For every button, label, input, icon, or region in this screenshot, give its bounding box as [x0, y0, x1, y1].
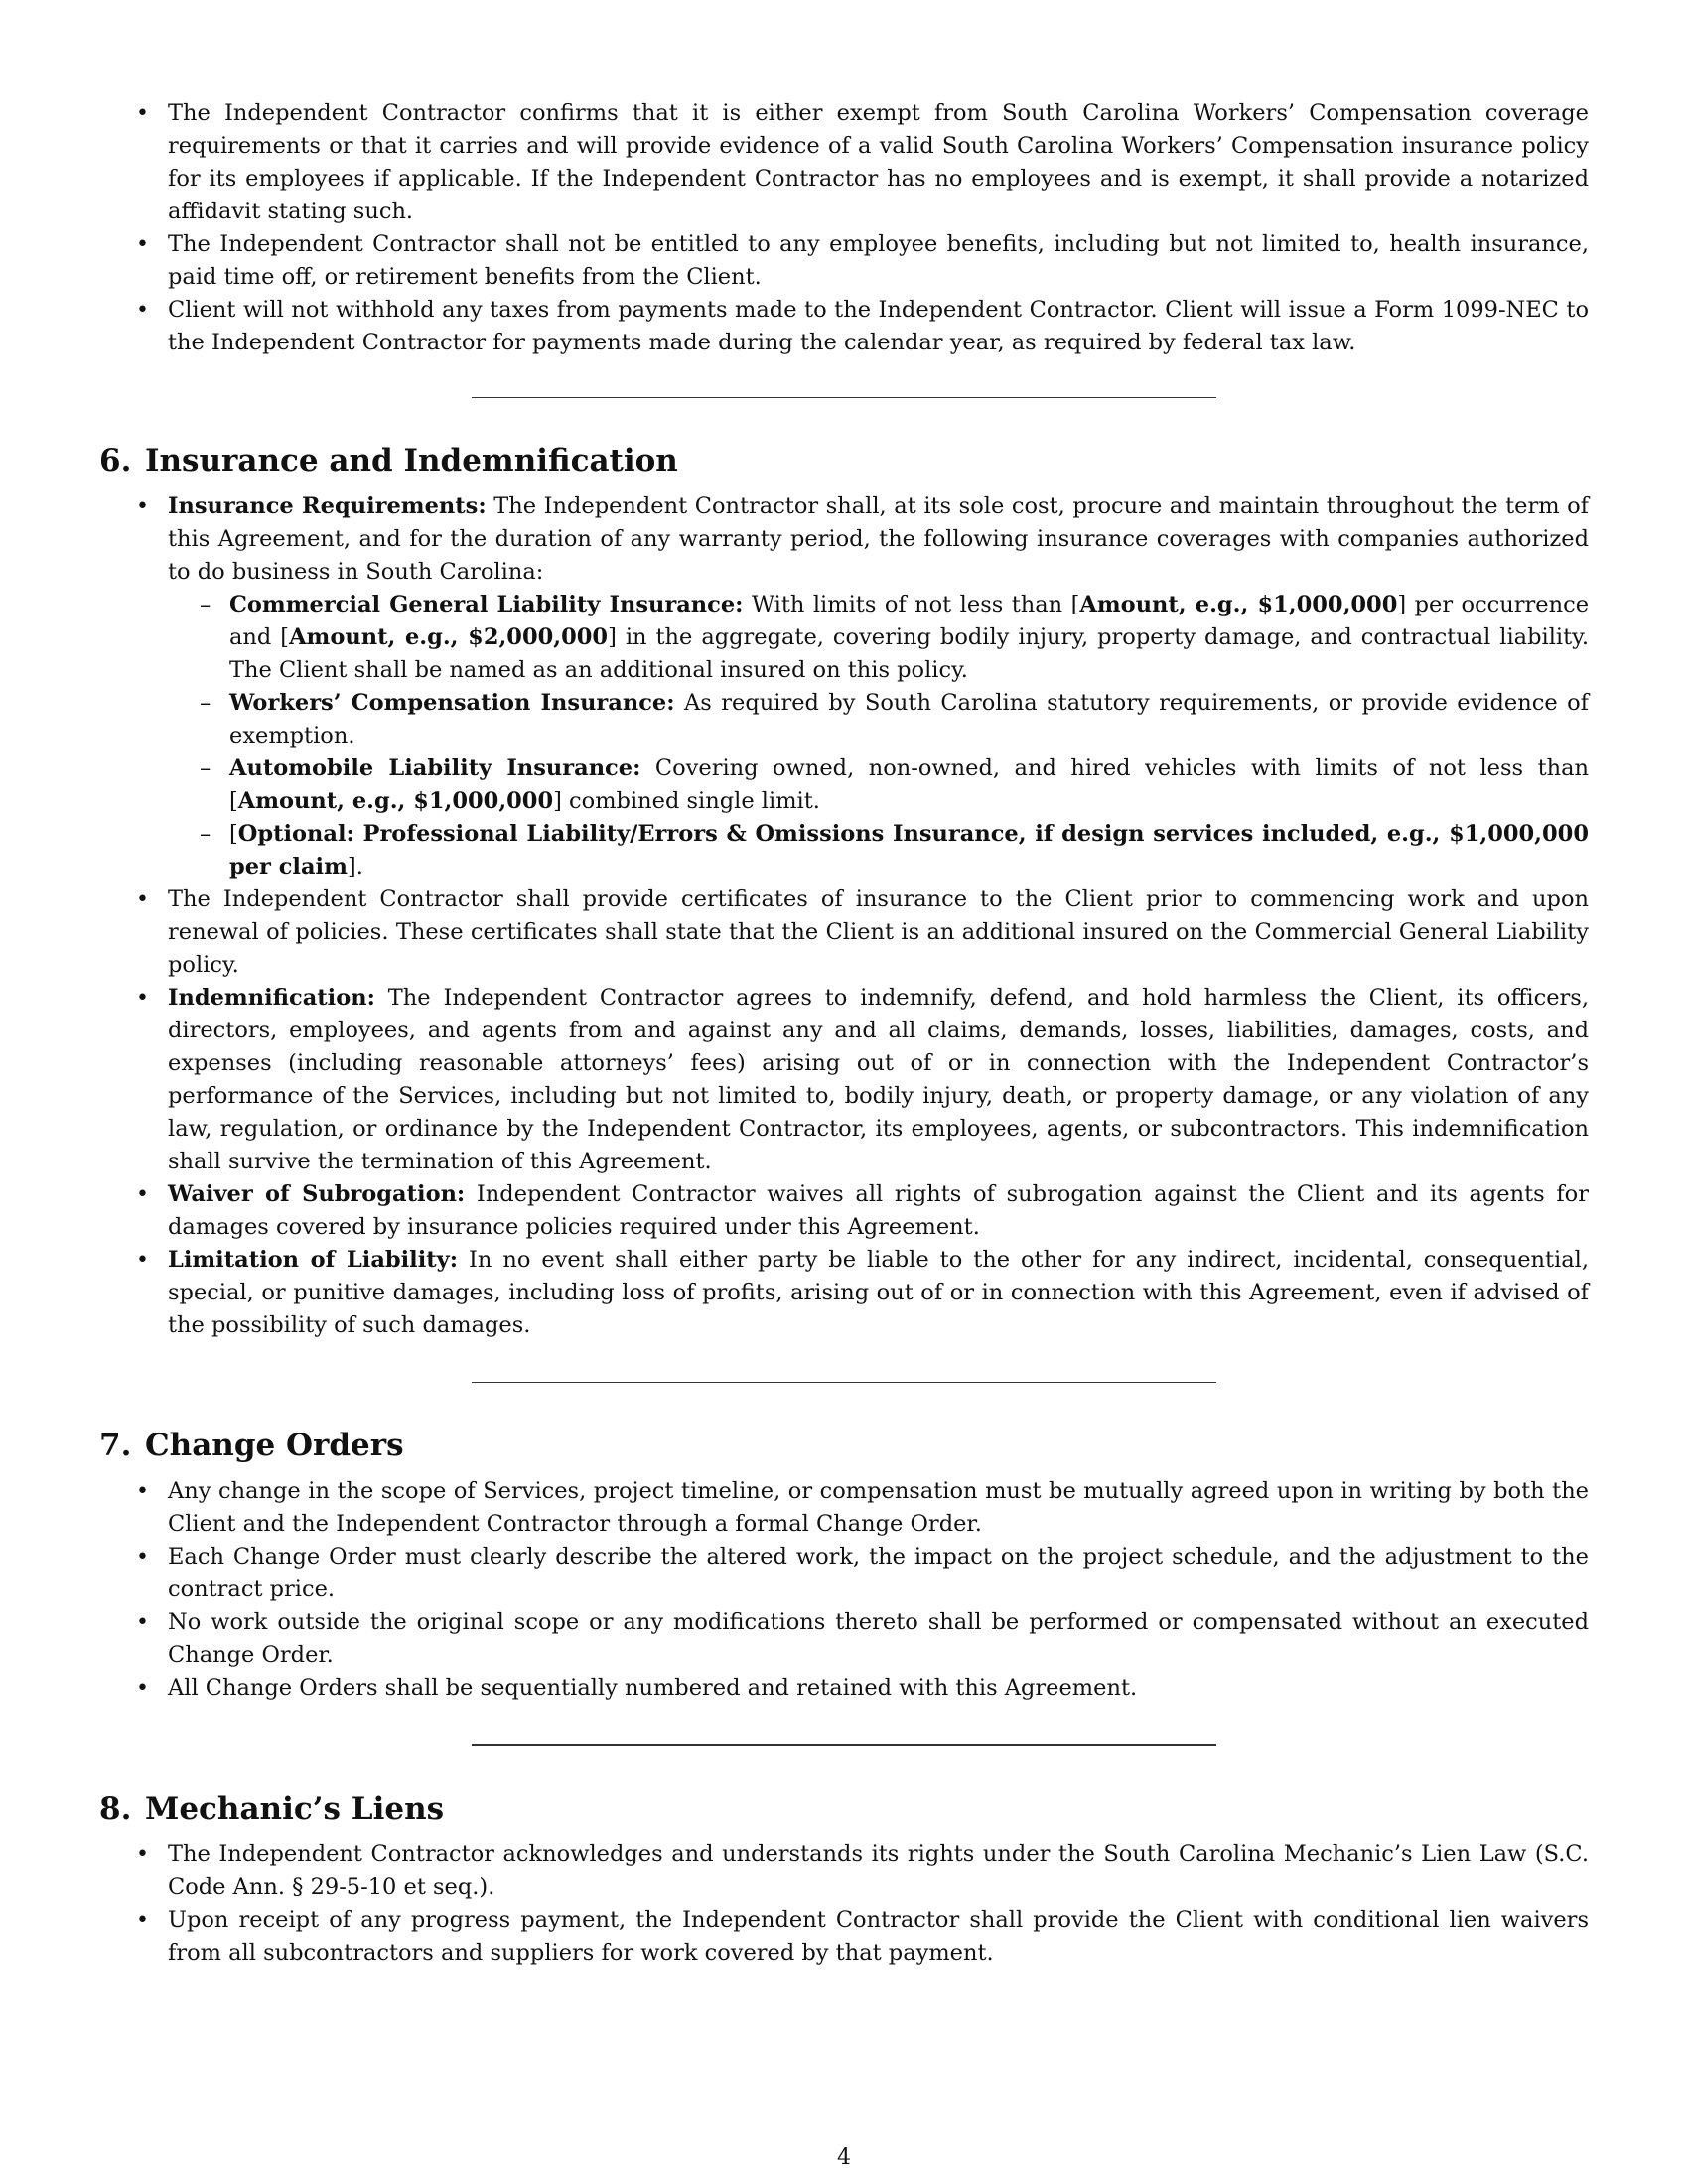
section-title: Mechanic’s Liens — [145, 1791, 445, 1827]
list-item: • All Change Orders shall be sequentially numbered and retained with this Agreement. — [99, 1672, 1589, 1705]
list-item: • Upon receipt of any progress payment, the Independent Contractor shall provide the Client with conditional lien waivers from all subcontractors and suppliers for work covered by that payment. — [99, 1904, 1589, 1970]
list-item: • Client will not withhold any taxes from payments made to the Independent Contractor. Client will issue a Form 1099-NEC to the Independent Contractor for payments made during the calendar year, as required by federal tax law. — [99, 294, 1589, 359]
section-divider — [472, 1744, 1216, 1746]
section-title: Insurance and Indemnification — [145, 443, 678, 478]
page-number: 4 — [837, 2145, 851, 2170]
section-heading-change-orders — [99, 1426, 1589, 1465]
section-divider — [472, 1382, 1216, 1383]
item-label: Insurance Requirements: — [168, 493, 487, 519]
sub-item-workers-comp: – Workers’ Compensation Insurance: As required by South Carolina statutory requirements, or provide evidence of exemption. — [168, 687, 1589, 752]
section6-bullet-list — [99, 490, 1589, 1342]
list-item-certificates: • The Independent Contractor shall provide certificates of insurance to the Client prior to commencing work and upon renewal of policies. These certificates shall state that the Client is an additional insured on the Commercial General Liability policy. — [99, 884, 1589, 982]
sub-item-auto-liability: – Automobile Liability Insurance: Covering owned, non-owned, and hired vehicles with limits of not less than [Amount, e.g., $1,000,000] combined single limit. — [168, 752, 1589, 818]
list-item: • No work outside the original scope or any modifications thereto shall be performed or compensated without an executed Change Order. — [99, 1606, 1589, 1672]
sub-item-professional-liability: – [Optional: Professional Liability/Errors & Omissions Insurance, if design services included, e.g., $1,000,000 per claim]. — [168, 818, 1589, 884]
section8-bullet-list — [99, 1839, 1589, 1970]
section5-bullet-list — [99, 97, 1589, 359]
list-item-insurance-requirements: • Insurance Requirements: The Independent Contractor shall, at its sole cost, procure and maintain throughout the term of this Agreement, and for the duration of any warranty period, the following insurance coverages with companies authorized to do business in South Carolina: – Commercial General Liability Insurance: With limits of not less than [Amount, e.g., $1,000,000] per occurrence and [Amount, e.g., $2,000,000] in the aggregate, covering bodily injury, property damage, and contractual liability. The Client shall be named as an additional insured on this policy. – Workers’ Compensation Insurance: As required by South Carolina statutory requirements, or provide evidence of exemption. – Automobile Liability Insurance: Covering owned, non-owned, and hired vehicles with limits of not less than [Amount, e.g., $1,000,000] combined single limit. – [Optional: Professional Liability/Errors & Omissions Insurance, if design services included, e.g., $1,000,000 per claim]. — [99, 490, 1589, 884]
insurance-sub-list — [168, 589, 1589, 884]
list-item-waiver: • Waiver of Subrogation: Independent Contractor waives all rights of subrogation against the Client and its agents for damages covered by insurance policies required under this Agreement. — [99, 1178, 1589, 1244]
section-number: 8. — [99, 1791, 132, 1827]
document-page — [99, 97, 1589, 1970]
list-item: • Each Change Order must clearly describe the altered work, the impact on the project schedule, and the adjustment to the contract price. — [99, 1541, 1589, 1606]
list-item-limitation: • Limitation of Liability: In no event shall either party be liable to the other for any indirect, incidental, consequential, special, or punitive damages, including loss of profits, arising out of or in connection with this Agreement, even if advised of the possibility of such damages. — [99, 1244, 1589, 1342]
section-number: 7. — [99, 1428, 132, 1463]
sub-item-cgl: – Commercial General Liability Insurance: With limits of not less than [Amount, e.g., $1,000,000] per occurrence and [Amount, e.g., $2,000,000] in the aggregate, covering bodily injury, property damage, and contractual liability. The Client shall be named as an additional insured on this policy. — [168, 589, 1589, 687]
list-item-indemnification: • Indemnification: The Independent Contractor agrees to indemnify, defend, and hold harmless the Client, its officers, directors, employees, and agents from and against any and all claims, demands, losses, liabilities, damages, costs, and expenses (including reasonable attorneys’ fees) arising out of or in connection with the Independent Contractor’s performance of the Services, including but not limited to, bodily injury, death, or property damage, or any violation of any law, regulation, or ordinance by the Independent Contractor, its employees, agents, or subcontractors. This indemnification shall survive the termination of this Agreement. — [99, 982, 1589, 1178]
section-heading-insurance — [99, 441, 1589, 480]
section-number: 6. — [99, 443, 132, 478]
section-title: Change Orders — [145, 1428, 404, 1463]
list-item: • The Independent Contractor confirms that it is either exempt from South Carolina Workers’ Compensation coverage requirements or that it carries and will provide evidence of a valid South Carolina Workers’ Compensation insurance policy for its employees if applicable. If the Independent Contractor has no employees and is exempt, it shall provide a notarized affidavit stating such. — [99, 97, 1589, 228]
list-item: • The Independent Contractor acknowledges and understands its rights under the South Carolina Mechanic’s Lien Law (S.C. Code Ann. § 29-5-10 et seq.). — [99, 1839, 1589, 1904]
section-divider — [472, 397, 1216, 398]
list-item: • The Independent Contractor shall not be entitled to any employee benefits, including but not limited to, health insurance, paid time off, or retirement benefits from the Client. — [99, 228, 1589, 294]
section-heading-mechanics-liens — [99, 1789, 1589, 1829]
section7-bullet-list — [99, 1475, 1589, 1705]
list-item: • Any change in the scope of Services, project timeline, or compensation must be mutually agreed upon in writing by both the Client and the Independent Contractor through a formal Change Order. — [99, 1475, 1589, 1541]
